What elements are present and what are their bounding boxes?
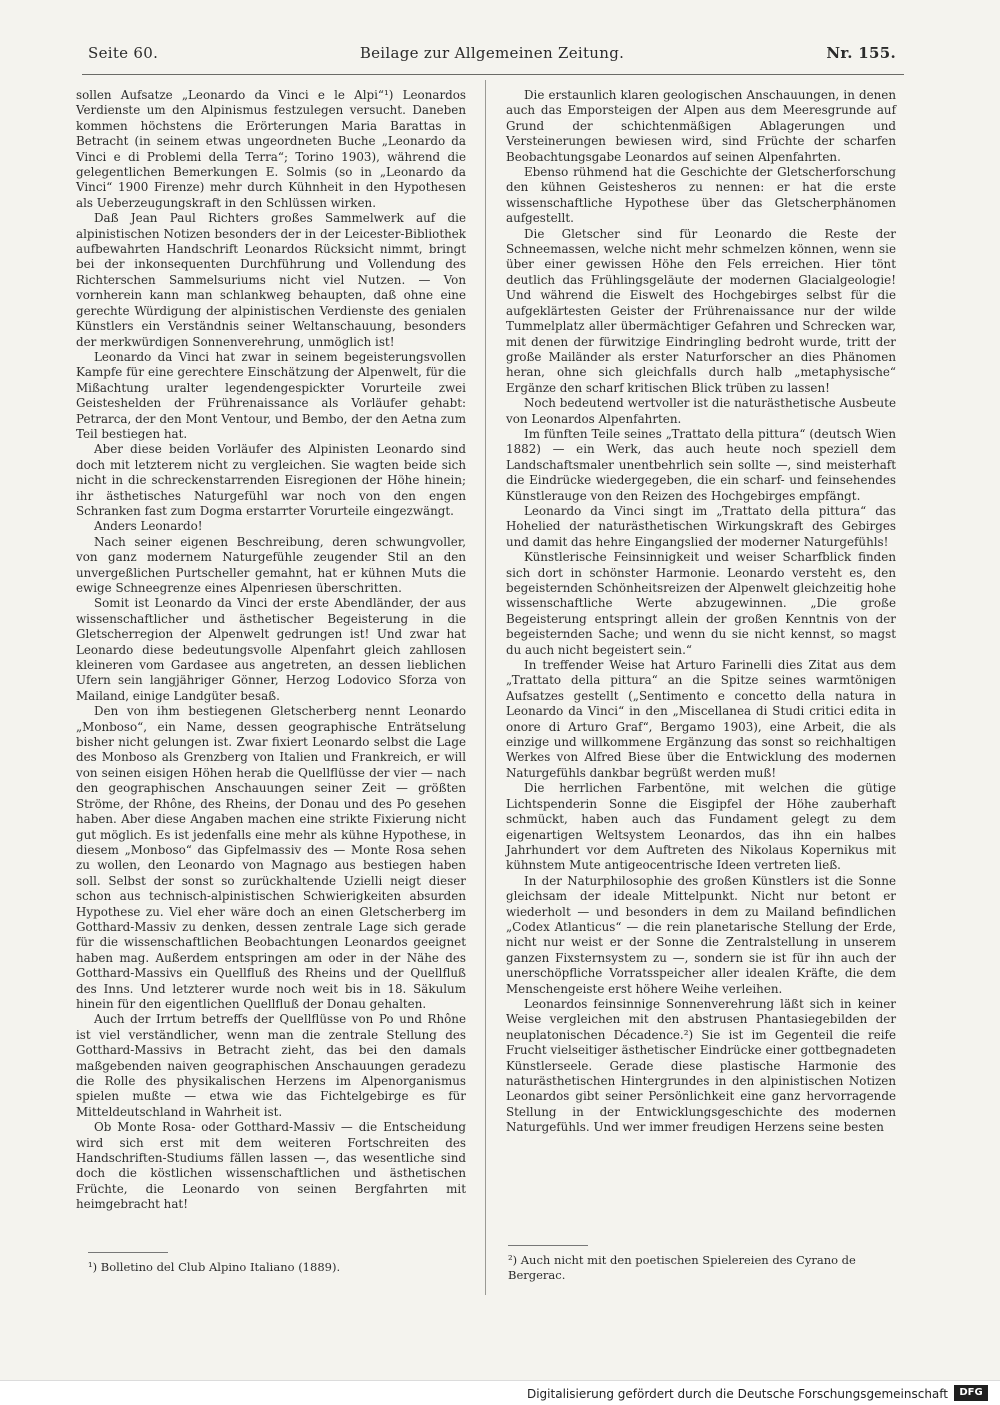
paragraph: Nach seiner eigenen Beschreibung, deren schwungvoller, von ganz modernem Naturgefühle zeugender Stil an den unvergeßlichen Purtscheller gemahnt, hat er kühnen Muts die ewige Schneegrenze eines Alpenriesen überschritten.: [76, 534, 466, 595]
paragraph: Die herrlichen Farbentöne, mit welchen die gütige Lichtspenderin Sonne die Eisgipfel der Höhe zauberhaft schmückt, haben auch das Fundament gelegt zu dem eigenartigen Weltsystem Leonardos, das ihn ein halbes Jahrhundert vor dem Auftreten des Nikolaus Kopernikus mit kühnstem Mute antigeocentrische Ideen vertreten ließ.: [506, 781, 896, 873]
paragraph: Ebenso rühmend hat die Geschichte der Gletscherforschung den kühnen Geistesheros zu nennen: er hat die erste wissenschaftliche Hypothese über das Gletscherphänomen aufgestellt.: [506, 165, 896, 226]
paragraph: Ob Monte Rosa- oder Gotthard-Massiv — die Entscheidung wird sich erst mit dem weiteren Fortschreiten des Handschriften-Studiums fällen lassen —, das wesentliche sind doch die köstlichen wissenschaftlichen und ästhetischen Früchte, die Leonardo von seinen Bergfahrten mit heimgebracht hat!: [76, 1120, 466, 1212]
paragraph: Den von ihm bestiegenen Gletscherberg nennt Leonardo „Monboso“, ein Name, dessen geographische Enträtselung bisher nicht gelungen ist. Zwar fixiert Leonardo selbst die Lage des Monboso als Grenzberg von Italien und Frankreich, er will von seinen eisigen Höhen herab die Quellflüsse der vier — nach den geographischen Anschauungen seiner Zeit — größten Ströme, der Rhône, des Rheins, der Donau und des Po gesehen haben. Aber diese Angaben machen eine strikte Fixierung nicht gut möglich. Es ist jedenfalls eine mehr als kühne Hypothese, in diesem „Monboso“ das Gipfelmassiv des — Monte Rosa sehen zu wollen, den Leonardo von Magnago aus bestiegen haben soll. Selbst der sonst so zurückhaltende Uzielli neigt dieser schon aus technisch-alpinistischen Schwierigkeiten absurden Hypothese zu. Viel eher wäre doch an einen Gletscherberg im Gotthard-Massiv zu denken, dessen zentrale Lage sich gerade für die wissenschaftlichen Beobachtungen Leonardos geeignet haben mag. Außerdem entspringen am oder in der Nähe des Gotthard-Massivs ein Quellfluß des Rheins und der Quellfluß des Inns. Und letzterer wurde noch weit bis in 18. Säkulum hinein für den eigentlichen Quellfluß der Donau gehalten.: [76, 704, 466, 1011]
paragraph: Leonardos feinsinnige Sonnenverehrung läßt sich in keiner Weise vergleichen mit den abstrusen Phantasiegebilden der neuplatonischen Décadence.²) Sie ist im Gegenteil die reife Frucht vielseitiger ästhetischer Eindrücke einer gottbegnadeten Künstlerseele. Gerade diese plastische Harmonie des naturästhetischen Hintergrundes in den alpinistischen Notizen Leonardos gibt seiner Persönlichkeit eine ganz hervorragende Stellung in der Entwicklungsgeschichte des modernen Naturgefühls. Und wer immer freudigen Herzens seine besten: [506, 996, 896, 1135]
footnote-rule-left: [88, 1252, 168, 1253]
right-column: [506, 88, 896, 1136]
digitization-footer: [0, 1380, 1000, 1405]
paragraph: Noch bedeutend wertvoller ist die naturästhetische Ausbeute von Leonardos Alpenfahrten.: [506, 396, 896, 426]
header-rule: [82, 74, 904, 75]
paragraph: Leonardo da Vinci singt im „Trattato della pittura“ das Hohelied der naturästhetischen Wirkungskraft des Gebirges und damit das hehre Eingangslied der moderner Naturgefühls!: [506, 503, 896, 549]
paragraph: Auch der Irrtum betreffs der Quellflüsse von Po und Rhône ist viel verständlicher, wenn man die zentrale Stellung des Gotthard-Massivs in Betracht zieht, das bei den damals maßgebenden naiven geographischen Anschauungen geradezu die Rolle des physikalischen Herzens im Alpenorganismus spielen mußte — etwa wie das Fichtelgebirge es für Mitteldeutschland in Wahrheit ist.: [76, 1012, 466, 1119]
issue-number: Nr. 155.: [826, 44, 896, 62]
page-number: Seite 60.: [88, 44, 159, 62]
left-column: [76, 88, 466, 1213]
paragraph: Leonardo da Vinci hat zwar in seinem begeisterungsvollen Kampfe für eine gerechtere Einschätzung der Alpenwelt, für die Mißachtung uralter legendengespickter Vorurteile zwei Geisteshelden der Frührenaissance als Vorläufer gehabt: Petrarca, der den Mont Ventour, und Bembo, der den Aetna zum Teil bestiegen hat.: [76, 349, 466, 441]
funding-credit: Digitalisierung gefördert durch die Deutsche Forschungsgemeinschaft: [526, 1387, 948, 1401]
paragraph: Die Gletscher sind für Leonardo die Reste der Schneemassen, welche nicht mehr schmelzen können, wenn sie über einer gewissen Höhe den Fels erreichen. Hier tönt deutlich das Frühlingsgeläute der modernen Glacialgeologie! Und während die Eiswelt des Hochgebirges selbst für die aufgeklärtesten Geister der Frührenaissance nur der wilde Tummelplatz aller übermächtiger Gefahren und Schrecken war, mit denen der fürwitzige Eindringling bedroht wurde, tritt der große Mailänder als erster Naturforscher an dies Phänomen heran, ohne sich gleichfalls durch halb „metaphysische“ Ergänze den scharf kritischen Blick trüben zu lassen!: [506, 226, 896, 395]
paragraph: Aber diese beiden Vorläufer des Alpinisten Leonardo sind doch mit letzterem nicht zu vergleichen. Sie wagten beide sich nicht in die schreckenstarrenden Eisregionen der Höhe hinein; ihr ästhetisches Naturgefühl war noch von den engen Schranken fast zum Dogma erstarrter Vorurteile eingezwängt.: [76, 442, 466, 518]
footnote-rule-right: [508, 1245, 588, 1246]
page-header: [88, 44, 896, 70]
column-divider: [485, 80, 486, 1295]
paragraph: sollen Aufsatze „Leonardo da Vinci e le Alpi“¹) Leonardos Verdienste um den Alpinismus festzulegen versucht. Daneben kommen höchstens die Erörterungen Maria Barattas in Betracht (in seinem etwas ungeordneten Buche „Leonardo da Vinci e di Problemi della Terra“; Torino 1903), während die gelegentlichen Bemerkungen E. Solmis (so in „Leonardo da Vinci“ 1900 Firenze) mehr durch Kühnheit in den Hypothesen als Ueberzeugungskraft in den Schlüssen wirken.: [76, 88, 466, 210]
paragraph: In der Naturphilosophie des großen Künstlers ist die Sonne gleichsam der ideale Mittelpunkt. Nicht nur betont er wiederholt — und besonders in dem zu Mailand befindlichen „Codex Atlanticus“ — die rein planetarische Stellung der Erde, nicht nur weist er der Sonne die Zentralstellung in unserem ganzen Fixsternsystem zu —, sondern sie ist für ihn auch der unerschöpfliche Vorratsspeicher aller idealen Kräfte, die dem Menschengeiste erst höhere Weihe verleihen.: [506, 873, 896, 996]
paragraph: In treffender Weise hat Arturo Farinelli dies Zitat aus dem „Trattato della pittura“ an die Spitze seines warmtönigen Aufsatzes gestellt („Sentimento e concetto della natura in Leonardo da Vinci“ in den „Miscellanea di Studi critici edita in onore di Arturo Graf“, Bergamo 1903), eine Arbeit, die als einzige und willkommene Ergänzung das sonst so reichhaltigen Werkes von Alfred Biese über die Entwicklung des modernen Naturgefühls dankbar begrüßt werden muß!: [506, 658, 896, 780]
paragraph: Somit ist Leonardo da Vinci der erste Abendländer, der aus wissenschaftlicher und ästhetischer Begeisterung in die Gletscherregion der Alpenwelt gedrungen ist! Und zwar hat Leonardo diese bedeutungsvolle Alpenfahrt gleich zahllosen kleineren vom Gardasee aus angetreten, an dessen lieblichen Ufern sein langjähriger Gönner, Herzog Lodovico Sforza von Mailand, einige Landgüter besaß.: [76, 596, 466, 703]
paragraph: Künstlerische Feinsinnigkeit und weiser Scharfblick finden sich dort in schönster Harmonie. Leonardo versteht es, den begeisternden Schönheitsreizen der Alpenwelt gleichzeitig hohe wissenschaftliche Werte abzugewinnen. „Die große Begeisterung entspringt allein der großen Kenntnis von der begeisternden Sache; und wenn du sie nicht kennst, so magst du auch nicht begeistert sein.“: [506, 550, 896, 657]
dfg-logo: DFG: [954, 1385, 988, 1401]
paragraph: Im fünften Teile seines „Trattato della pittura“ (deutsch Wien 1882) — ein Werk, das auch heute noch speziell dem Landschaftsmaler unentbehrlich sein sollte —, sind meisterhaft die Eindrücke wiedergegeben, die ein scharf- und feinsehendes Künstlerauge von den Reizen des Hochgebirges empfängt.: [506, 426, 896, 503]
paragraph: Anders Leonardo!: [94, 519, 203, 534]
footnote-right: ²) Auch nicht mit den poetischen Spielereien des Cyrano de Bergerac.: [508, 1253, 856, 1282]
paragraph: Daß Jean Paul Richters großes Sammelwerk auf die alpinistischen Notizen besonders der in der Leicester-Bibliothek aufbewahrten Handschrift Leonardos Rücksicht nimmt, bringt bei der inkonsequenten Durchführung und Vollendung des Richterschen Sammelsuriums nicht viel Nutzen. — Von vornherein kann man schlankweg behaupten, daß ohne eine gerechte Würdigung der alpinistischen Verdienste des genialen Künstlers ein Verständnis seiner Weltanschauung, besonders der merkwürdigen Sonnenverehrung, unmöglich ist!: [76, 211, 466, 349]
paragraph: Die erstaunlich klaren geologischen Anschauungen, in denen auch das Emporsteigen der Alpen aus dem Meeresgrunde auf Grund der schichtenmäßigen Ablagerungen und Versteinerungen bewiesen wird, sind Früchte der scharfen Beobachtungsgabe Leonardos auf seinen Alpenfahrten.: [506, 88, 896, 164]
footnote-left: ¹) Bolletino del Club Alpino Italiano (1889).: [88, 1260, 341, 1274]
publication-title: Beilage zur Allgemeinen Zeitung.: [359, 44, 625, 62]
